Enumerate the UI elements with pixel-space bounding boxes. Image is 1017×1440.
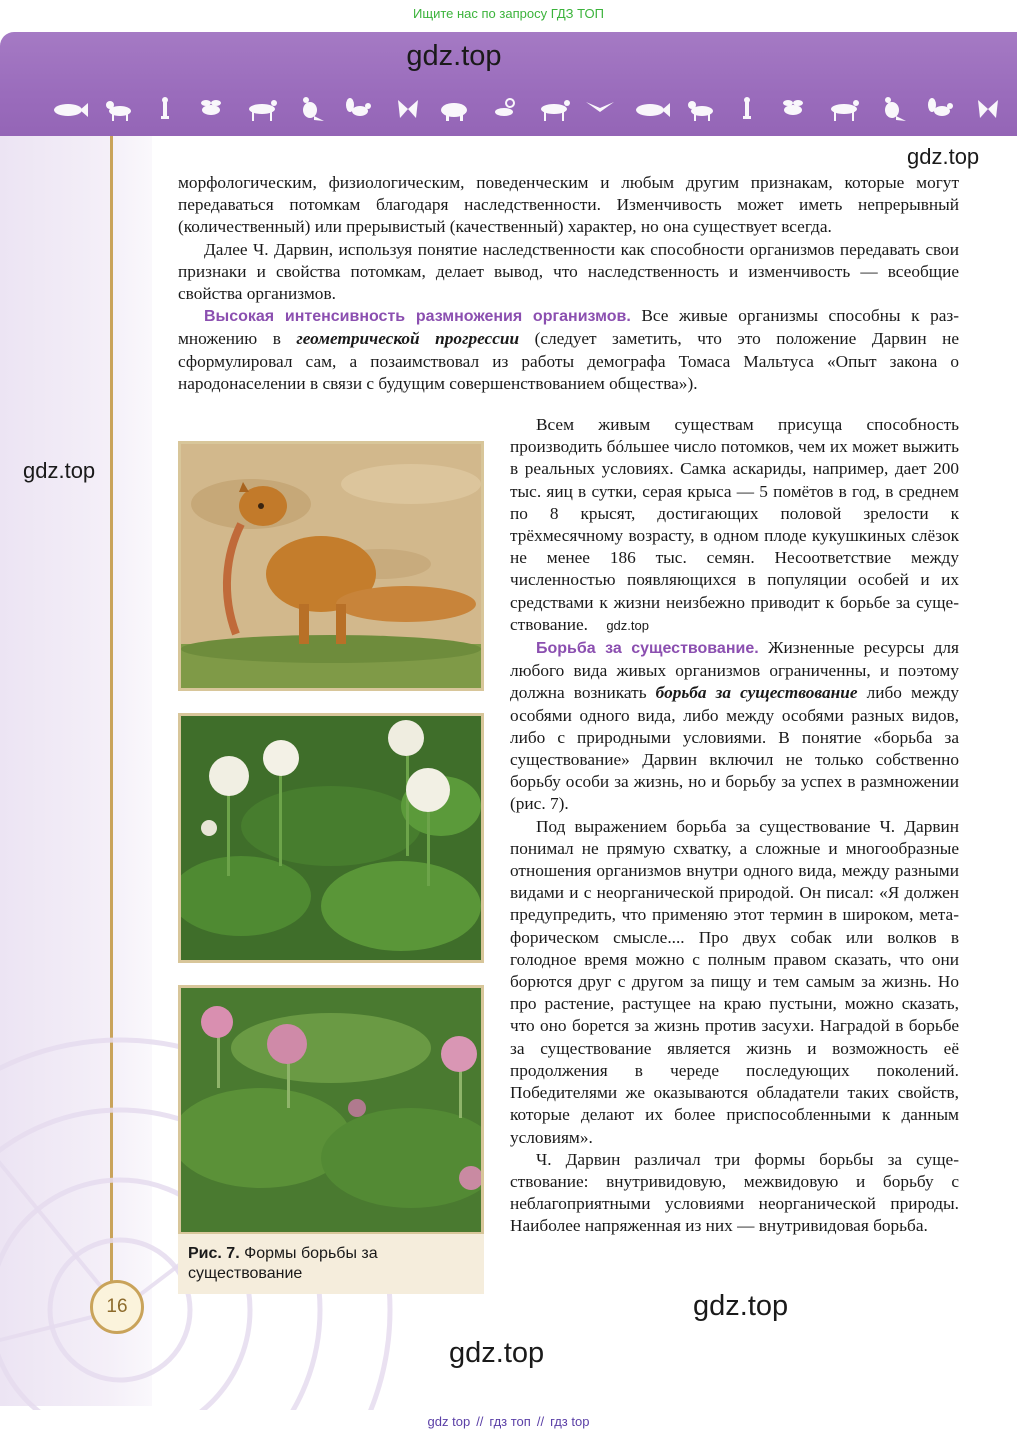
bee-icon-2 bbox=[783, 100, 803, 115]
bird-icon bbox=[161, 97, 169, 119]
watermark-banner: gdz.top bbox=[406, 40, 502, 72]
paragraph-3: Высокая интенсивность размножения организмов. Все живые организмы способны к размножению в геометрической прогрессии (следует заметить, что это положение Дарвин не сформулировал сам, а позаимствовал из работы демографа Томаса Мальтуса «Опыт закона о народонаселении в связи с будущим совершенствованием общества»). bbox=[178, 306, 960, 393]
photo-red-clover bbox=[178, 985, 484, 1235]
cat-icon-2 bbox=[688, 101, 713, 121]
deer-icon-2 bbox=[831, 100, 859, 121]
watermark-right-top: gdz.top bbox=[907, 144, 980, 169]
animal-silhouettes-strip bbox=[48, 94, 1008, 124]
paragraph-2: Далее Ч. Дарвин, используя понятие наследственности как способности организмов передавать свои признаки и свойства потомкам, делает вывод, что наследственность и изменчивость — всеобщие свойства организмов. bbox=[178, 239, 959, 304]
watermark-bottom-right: gdz.top bbox=[693, 1290, 789, 1322]
squirrel-icon bbox=[346, 98, 371, 116]
photo-white-clover bbox=[178, 713, 484, 963]
butterfly-icon-2 bbox=[978, 100, 998, 118]
top-note[interactable]: Ищите нас по запросу ГДЗ ТОП bbox=[413, 6, 604, 21]
footer-link-1[interactable]: gdz top bbox=[427, 1414, 471, 1429]
fish-icon bbox=[54, 103, 88, 117]
paragraph-5: Борьба за существование. Жизненные ресурсы для любого вида живых организмов ограниченны, и поэтому должна возникать борьба за существование либо между особями одного вида, либо между особями разных видов, либо с природными условиями. В понятие «борьба за существование» Дарвин включил не только собственно борьбу особи за жизнь, но и борьбу за успех в размножении (рис. 7). bbox=[510, 638, 960, 814]
pterosaur-icon bbox=[586, 102, 614, 112]
watermark-inline: gdz.top bbox=[606, 617, 649, 633]
footer-link-2[interactable]: гдз топ bbox=[489, 1414, 531, 1429]
kangaroo-icon-2 bbox=[885, 97, 906, 121]
paragraph-4: Всем живым существам присуща способность производить бóльшее число потомков, чем их может выжить в реальных условиях. Самка аскариды, например, дает 200 тыс. яиц в сутки, серая крыса — 5 помётов в год, в среднем по 8 крысят, достигающих половой зрелости к трёхмесячному возрасту, в одном плоде кукушкиных слёзок не менее 186 тыс. семян. Несоответствие между численностью появляющихся в популяции особей и их средствами к жизни неизбежно приводит к борьбе за существование. gdz.top bbox=[510, 415, 959, 634]
header-banner bbox=[0, 32, 1017, 136]
deer-icon bbox=[249, 100, 277, 121]
horse-icon bbox=[541, 100, 570, 121]
butterfly-icon bbox=[398, 100, 418, 118]
bee-icon bbox=[201, 100, 221, 115]
figure-caption-text: Формы борьбы за существование bbox=[188, 1245, 378, 1282]
photo-mongoose bbox=[178, 441, 484, 691]
whale-icon bbox=[636, 103, 670, 117]
heading-reproduction: Высокая интенсивность размножения организмов. bbox=[204, 308, 631, 326]
footer-links: gdz top // гдз топ // гдз top bbox=[427, 1414, 590, 1429]
kangaroo-icon bbox=[303, 97, 324, 121]
figure-label: Рис. 7. bbox=[188, 1245, 240, 1262]
figure-caption bbox=[178, 1234, 484, 1294]
scorpion-icon bbox=[495, 99, 514, 116]
bird-icon-2 bbox=[743, 97, 751, 119]
watermark-left: gdz.top bbox=[23, 458, 96, 483]
text-block-right bbox=[510, 414, 959, 1238]
heading-struggle: Борьба за существование. bbox=[536, 640, 759, 658]
bison-icon bbox=[441, 103, 467, 121]
squirrel-icon-2 bbox=[928, 98, 953, 116]
paragraph-7: Ч. Дарвин различал три формы борьбы за существование: внутривидовую, межвидовую и борьбу с неблагоприятными условиями неорганической природы. Наиболее напряженная из них — внутривидовая борьба. bbox=[510, 1149, 959, 1236]
footer-link-3[interactable]: гдз top bbox=[550, 1414, 590, 1429]
cat-icon bbox=[106, 101, 131, 121]
text-block-top bbox=[178, 172, 959, 395]
page-number: 16 bbox=[90, 1280, 144, 1334]
paragraph-6: Под выражением борьба за существование Ч. Дарвин понимал не прямую схватку, а сложные и многообразные отношения организмов внутри одного вида, между разными видами и с неорганической природой. Он писал: «Я должен предупредить, что применяю этот термин в широком, метафорическом смысле.... Про двух собак или волков в голодное время можно с полным правом сказать, что они борются друг с другом за пищу и тем самым за жизнь. Но про растение, растущее на краю пустыни, можно сказать, что оно борется за жизнь против засухи. Наградой в борьбе за существование является жизнь и возможность её продолжения в череде последующих поколений. Победителями же оказываются обладатели таких свойств, которые делают их более приспособленными к данным условиям». bbox=[510, 816, 959, 1147]
paragraph-1: морфологическим, физиологическим, поведенческим и любым другим признакам, которые могут передаваться потомкам благодаря наследственности. Изменчивость может иметь непрерывный (количественный) или прерывистый (качественный) характер, но она существует всегда. bbox=[178, 173, 959, 237]
watermark-bottom-center: gdz.top bbox=[449, 1337, 545, 1369]
